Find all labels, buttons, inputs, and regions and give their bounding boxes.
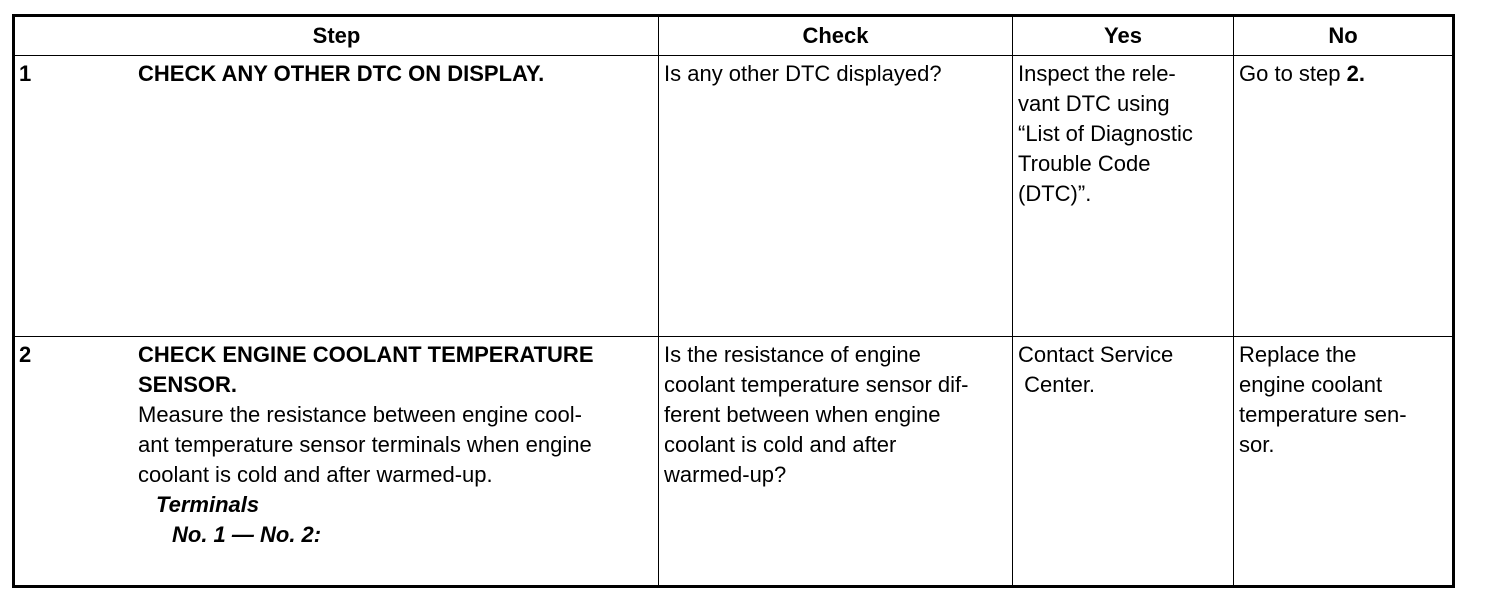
step-number: 1: [19, 61, 32, 86]
step-cell: [14, 56, 659, 337]
table-row: [14, 337, 1454, 587]
yes-text-line: Inspect the rele-: [1018, 61, 1176, 86]
no-cell: [1234, 337, 1454, 587]
check-text-line: warmed-up?: [664, 462, 787, 487]
check-text-line: coolant is cold and after: [664, 432, 897, 457]
yes-text-line: Center.: [1018, 372, 1096, 397]
no-step-ref: 2.: [1346, 61, 1365, 86]
header-step: Step: [14, 16, 659, 56]
check-text-line: Is the resistance of engine: [664, 342, 921, 367]
header-check: Check: [659, 16, 1013, 56]
step-number: 2: [19, 342, 32, 367]
yes-text-line: Trouble Code: [1018, 151, 1151, 176]
no-cell: [1234, 56, 1454, 337]
step-title: CHECK ANY OTHER DTC ON DISPLAY.: [138, 61, 545, 86]
step-desc-line: ant temperature sensor terminals when engine: [138, 432, 592, 457]
no-text-line: sor.: [1239, 432, 1275, 457]
check-text-line: ferent between when engine: [664, 402, 941, 427]
no-text-line: Replace the: [1239, 342, 1357, 367]
yes-cell: [1013, 56, 1234, 337]
step-cell: [14, 337, 659, 587]
yes-cell: [1013, 337, 1234, 587]
step-title-line: SENSOR.: [138, 372, 238, 397]
yes-text-line: vant DTC using: [1018, 91, 1170, 116]
check-text-line: coolant temperature sensor dif-: [664, 372, 969, 397]
no-text: Go to step: [1239, 61, 1347, 86]
header-yes: Yes: [1013, 16, 1234, 56]
check-text-line: Is any other DTC displayed?: [664, 61, 942, 86]
terminals-label: Terminals: [156, 492, 260, 517]
step-title-line: CHECK ENGINE COOLANT TEMPERATURE: [138, 342, 594, 367]
no-text-line: temperature sen-: [1239, 402, 1407, 427]
header-no: No: [1234, 16, 1454, 56]
step-desc-line: Measure the resistance between engine cool-: [138, 402, 582, 427]
no-text-line: engine coolant: [1239, 372, 1383, 397]
table-row: [14, 56, 1454, 337]
step-desc-line: coolant is cold and after warmed-up.: [138, 462, 493, 487]
header-row: [14, 16, 1454, 56]
yes-text-line: “List of Diagnostic: [1018, 121, 1193, 146]
diagnostic-table: [12, 14, 1455, 588]
check-cell: [659, 56, 1013, 337]
yes-text-line: (DTC)”.: [1018, 181, 1092, 206]
yes-text-line: Contact Service: [1018, 342, 1174, 367]
check-cell: [659, 337, 1013, 587]
terminals-value: No. 1 — No. 2:: [172, 522, 322, 547]
